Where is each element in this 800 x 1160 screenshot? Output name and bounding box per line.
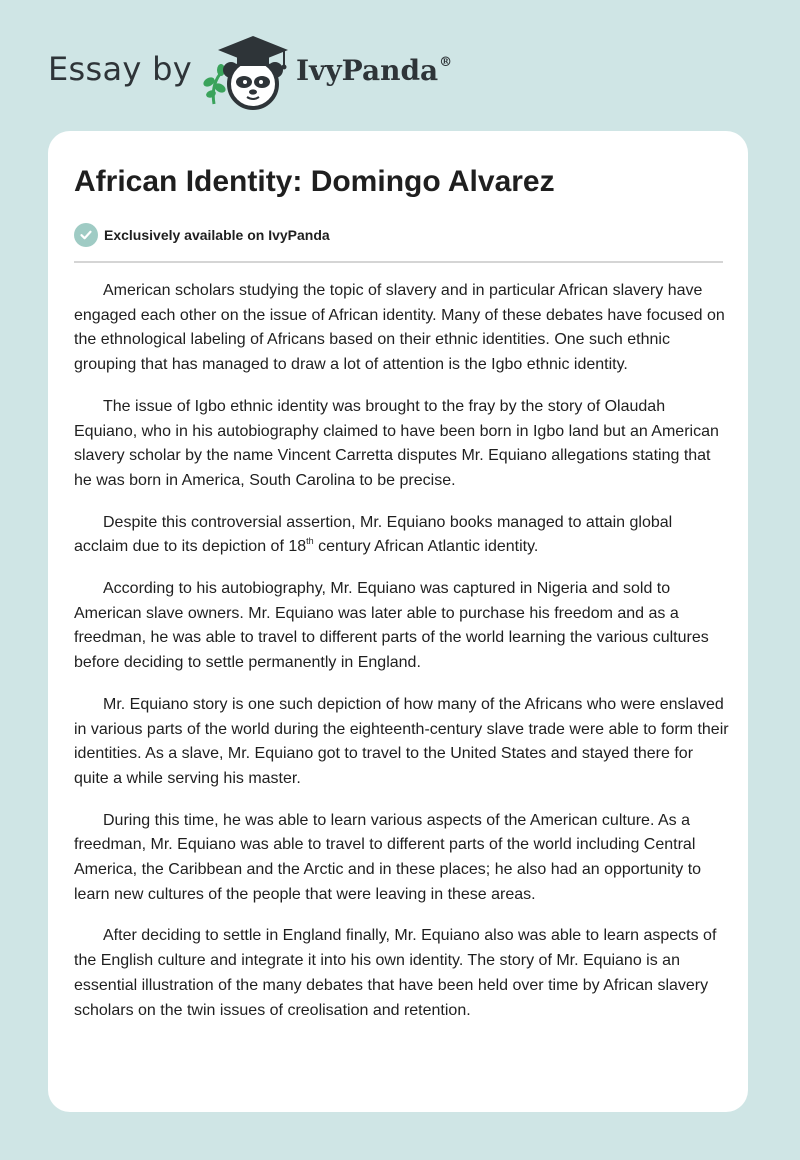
essay-body <box>74 279 729 1040</box>
paragraph: The issue of Igbo ethnic identity was brought to the fray by the story of Olaudah Equiano, who in his autobiography claimed to have been born in Igbo land but an American slavery scholar by the name Vincent Carretta disputes Mr. Equiano allegations stating that he was born in America, South Carolina to be precise. <box>74 397 719 489</box>
badge-label: Exclusively available on IvyPanda <box>104 227 330 243</box>
paragraph <box>74 511 729 560</box>
check-icon <box>74 223 98 247</box>
paragraph-text: Despite this controversial assertion, Mr. Equiano books managed to attain global acclaim due to its depiction of 18 <box>74 513 673 556</box>
page-title: African Identity: Domingo Alvarez <box>74 165 555 198</box>
paragraph: During this time, he was able to learn various aspects of the American culture. As a freedman, Mr. Equiano was able to travel to different parts of the world including Central America, the Caribbean and the Arctic and in these places; he also had an opportunity to learn new cultures of the people that were leaving in these areas. <box>74 811 702 903</box>
paragraph: American scholars studying the topic of slavery and in particular African slavery have engaged each other on the issue of African identity. Many of these debates have focused on the ethnological labeling of Africans based on their ethnic identities. One such ethnic grouping that has managed to draw a lot of attention is the Igbo ethnic identity. <box>74 282 725 374</box>
logo-text: IvyPanda <box>296 54 439 87</box>
paragraph: Mr. Equiano story is one such depiction of how many of the Africans who were enslaved in various parts of the world during the eighteenth-century slave trade were able to form their identities. As a slave, Mr. Equiano got to travel to the United States and stayed there for quite a while serving his master. <box>74 695 729 787</box>
paragraph: After deciding to settle in England finally, Mr. Equiano also was able to learn aspects of the English culture and integrate it into his own identity. The story of Mr. Equiano is an essential illustration of the many debates that have been held over time by African slavery scholars on the twin issues of creolisation and retention. <box>74 927 717 1019</box>
logo-wordmark[interactable] <box>296 54 452 87</box>
essay-card <box>48 131 748 1112</box>
site-header <box>0 0 800 130</box>
brand-prefix: Essay by <box>48 50 192 88</box>
panda-graduate-icon <box>200 34 296 110</box>
paragraph-text: century African Atlantic identity. <box>313 538 539 556</box>
registered-mark: ® <box>439 55 453 70</box>
paragraph: According to his autobiography, Mr. Equiano was captured in Nigeria and sold to American slave owners. Mr. Equiano was later able to purchase his freedom and as a freedman, he was able to travel to different parts of the world learning the various cultures before deciding to settle permanently in England. <box>74 580 709 672</box>
ordinal-suffix: th <box>306 536 314 547</box>
exclusive-badge <box>74 223 330 247</box>
title-divider <box>74 261 723 263</box>
